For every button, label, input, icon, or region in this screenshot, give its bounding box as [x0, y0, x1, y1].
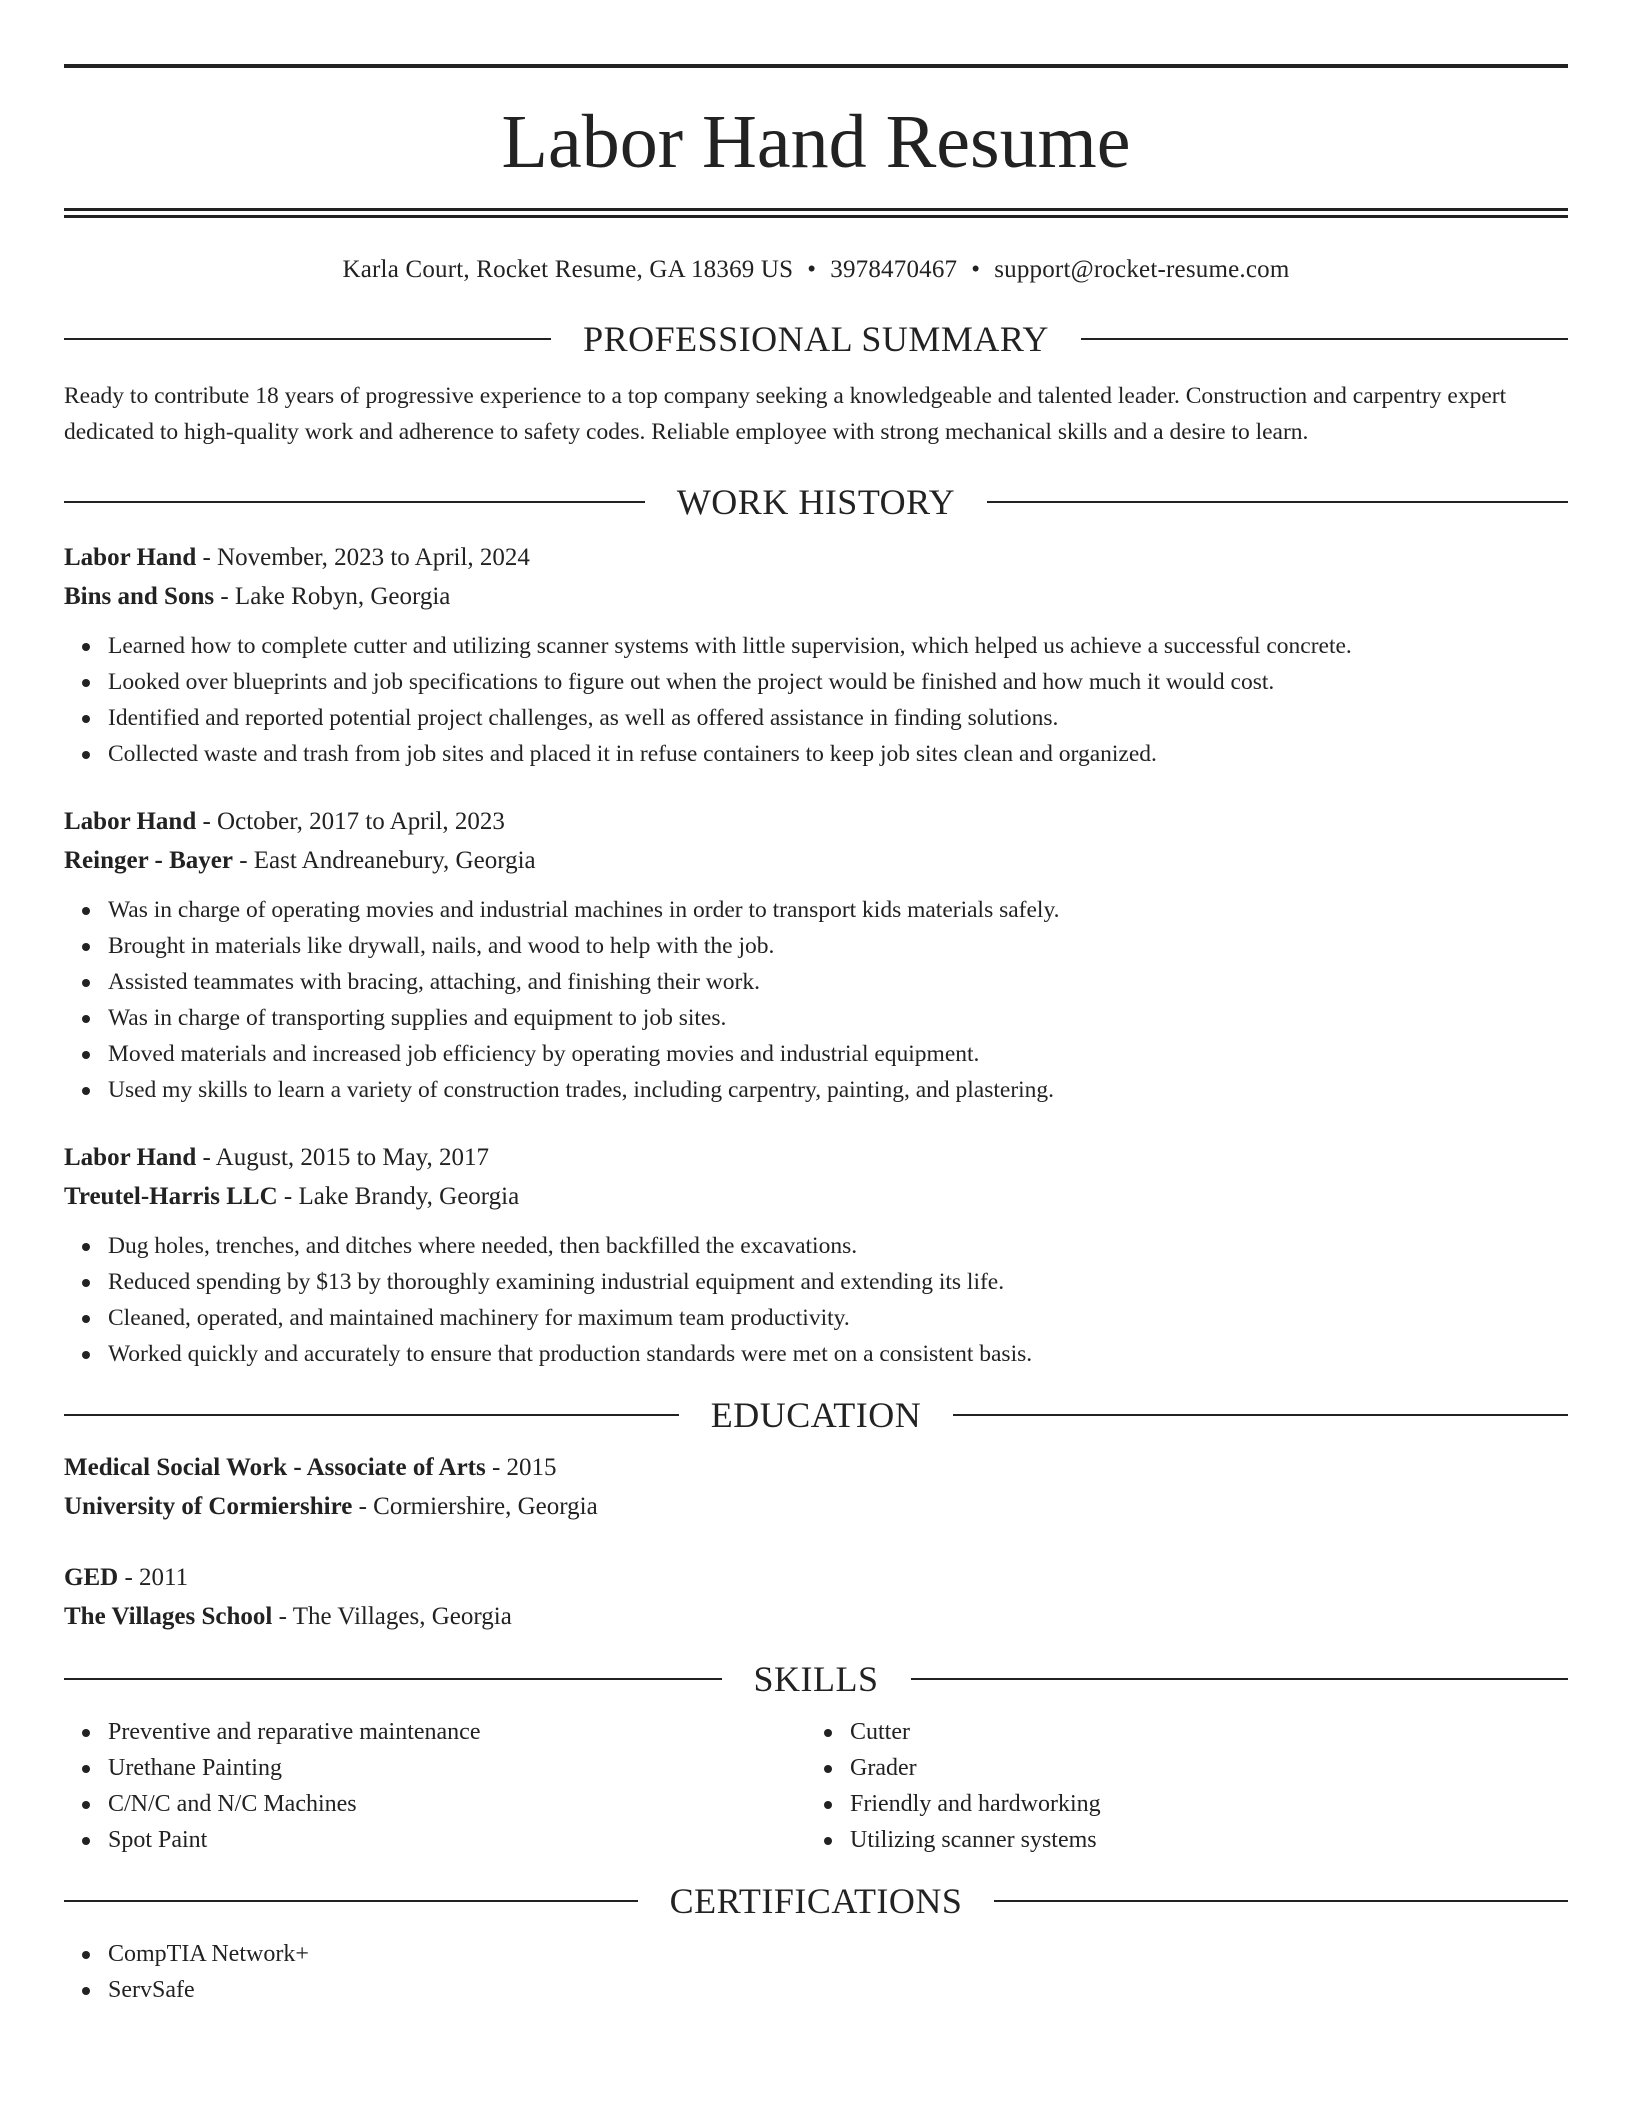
skills-grid [64, 1714, 1568, 1858]
job-company-line [64, 577, 1568, 616]
job-dates: - November, 2023 to April, 2024 [196, 544, 530, 571]
job-title: Labor Hand [64, 1144, 197, 1171]
education-degree-line [64, 1448, 1568, 1487]
education-location: - Cormiershire, Georgia [352, 1493, 598, 1520]
list-item: Cutter [850, 1714, 1548, 1750]
list-item: Was in charge of transporting supplies and equipment to job sites. [108, 1000, 1568, 1036]
skills-column-right [806, 1714, 1548, 1858]
header-rule [64, 338, 551, 340]
job-bullets [64, 892, 1568, 1108]
list-item: Preventive and reparative maintenance [108, 1714, 806, 1750]
education-school-line [64, 1597, 1568, 1636]
education-degree: GED [64, 1564, 119, 1591]
list-item: Learned how to complete cutter and utilizing scanner systems with little supervision, which helped us achieve a successful concrete. [108, 628, 1568, 664]
certifications-list [64, 1936, 1568, 2008]
section-title: WORK HISTORY [676, 482, 956, 522]
header-rule [1081, 338, 1568, 340]
list-item: Collected waste and trash from job sites and placed it in refuse containers to keep job sites clean and organized. [108, 736, 1568, 772]
header-rule [987, 501, 1568, 503]
resume-title: Labor Hand Resume [501, 100, 1131, 184]
section-title: PROFESSIONAL SUMMARY [583, 319, 1049, 359]
job-dates: - October, 2017 to April, 2023 [196, 808, 505, 835]
contact-phone: 3978470467 [830, 256, 958, 283]
education-entry [64, 1448, 1568, 1526]
list-item: Friendly and hardworking [850, 1786, 1548, 1822]
section-title: SKILLS [753, 1659, 879, 1699]
contact-address: Karla Court, Rocket Resume, GA 18369 US [342, 256, 794, 283]
education-school-line [64, 1487, 1568, 1526]
job-company: Reinger - Bayer [64, 847, 233, 874]
header-rule [64, 501, 645, 503]
contact-separator: • [971, 256, 981, 283]
list-item: Worked quickly and accurately to ensure that production standards were met on a consistent basis. [108, 1336, 1568, 1372]
list-item: C/N/C and N/C Machines [108, 1786, 806, 1822]
education-year: - 2015 [485, 1454, 557, 1481]
job-entry [64, 538, 1568, 772]
skills-list [64, 1714, 806, 1858]
list-item: Dug holes, trenches, and ditches where needed, then backfilled the excavations. [108, 1228, 1568, 1264]
list-item: Identified and reported potential project challenges, as well as offered assistance in finding solutions. [108, 700, 1568, 736]
list-item: Was in charge of operating movies and industrial machines in order to transport kids materials safely. [108, 892, 1568, 928]
skills-list [806, 1714, 1548, 1858]
education-location: - The Villages, Georgia [272, 1603, 512, 1630]
job-location: - Lake Robyn, Georgia [214, 583, 451, 610]
job-dates: - August, 2015 to May, 2017 [196, 1144, 490, 1171]
job-title-line [64, 1138, 1568, 1177]
header-rule [64, 1678, 722, 1680]
job-company-line [64, 841, 1568, 880]
education-school: University of Cormiershire [64, 1493, 353, 1520]
education-entry [64, 1558, 1568, 1636]
list-item: Grader [850, 1750, 1548, 1786]
list-item: Utilizing scanner systems [850, 1822, 1548, 1858]
job-location: - East Andreanebury, Georgia [232, 847, 536, 874]
job-entry [64, 1138, 1568, 1372]
job-bullets [64, 1228, 1568, 1372]
job-title: Labor Hand [64, 544, 197, 571]
education-year: - 2011 [118, 1564, 189, 1591]
education-school: The Villages School [64, 1603, 273, 1630]
section-header-work-history [64, 480, 1568, 524]
header-rule [64, 1900, 638, 1902]
header-rule [953, 1414, 1568, 1416]
list-item: Cleaned, operated, and maintained machinery for maximum team productivity. [108, 1300, 1568, 1336]
list-item: Assisted teammates with bracing, attaching, and finishing their work. [108, 964, 1568, 1000]
section-title: CERTIFICATIONS [669, 1881, 963, 1921]
contact-email: support@rocket-resume.com [994, 256, 1290, 283]
job-title-line [64, 802, 1568, 841]
list-item: Used my skills to learn a variety of construction trades, including carpentry, painting, and plastering. [108, 1072, 1568, 1108]
job-entry [64, 802, 1568, 1108]
section-header-certifications [64, 1872, 1568, 1930]
list-item: ServSafe [108, 1972, 1568, 2008]
list-item: Spot Paint [108, 1822, 806, 1858]
list-item: Looked over blueprints and job specifications to figure out when the project would be finished and how much it would cost. [108, 664, 1568, 700]
title-double-rule [64, 208, 1568, 218]
list-item: Moved materials and increased job efficiency by operating movies and industrial equipment. [108, 1036, 1568, 1072]
job-bullets [64, 628, 1568, 772]
header-rule [64, 1414, 679, 1416]
list-item: Reduced spending by $13 by thoroughly examining industrial equipment and extending its life. [108, 1264, 1568, 1300]
section-header-education [64, 1386, 1568, 1444]
section-header-skills [64, 1650, 1568, 1708]
header-rule [911, 1678, 1569, 1680]
list-item: Urethane Painting [108, 1750, 806, 1786]
job-company: Treutel-Harris LLC [64, 1183, 278, 1210]
header-rule [994, 1900, 1568, 1902]
summary-text: Ready to contribute 18 years of progressive experience to a top company seeking a knowledgeable and talented leader. Construction and carpentry expert dedicated to high-quality work and adherence to safety codes. Reliable employee with strong mechanical skills and a desire to learn. [64, 383, 1507, 445]
job-location: - Lake Brandy, Georgia [277, 1183, 520, 1210]
contact-separator: • [807, 256, 817, 283]
skills-column-left [64, 1714, 806, 1858]
contact-line [64, 218, 1568, 316]
list-item: CompTIA Network+ [108, 1936, 1568, 1972]
education-degree: Medical Social Work - Associate of Arts [64, 1454, 486, 1481]
job-company-line [64, 1177, 1568, 1216]
job-company: Bins and Sons [64, 583, 215, 610]
job-title-line [64, 538, 1568, 577]
section-header-summary [64, 316, 1568, 362]
job-title: Labor Hand [64, 808, 197, 835]
list-item: Brought in materials like drywall, nails, and wood to help with the job. [108, 928, 1568, 964]
education-degree-line [64, 1558, 1568, 1597]
section-title: EDUCATION [710, 1395, 922, 1435]
